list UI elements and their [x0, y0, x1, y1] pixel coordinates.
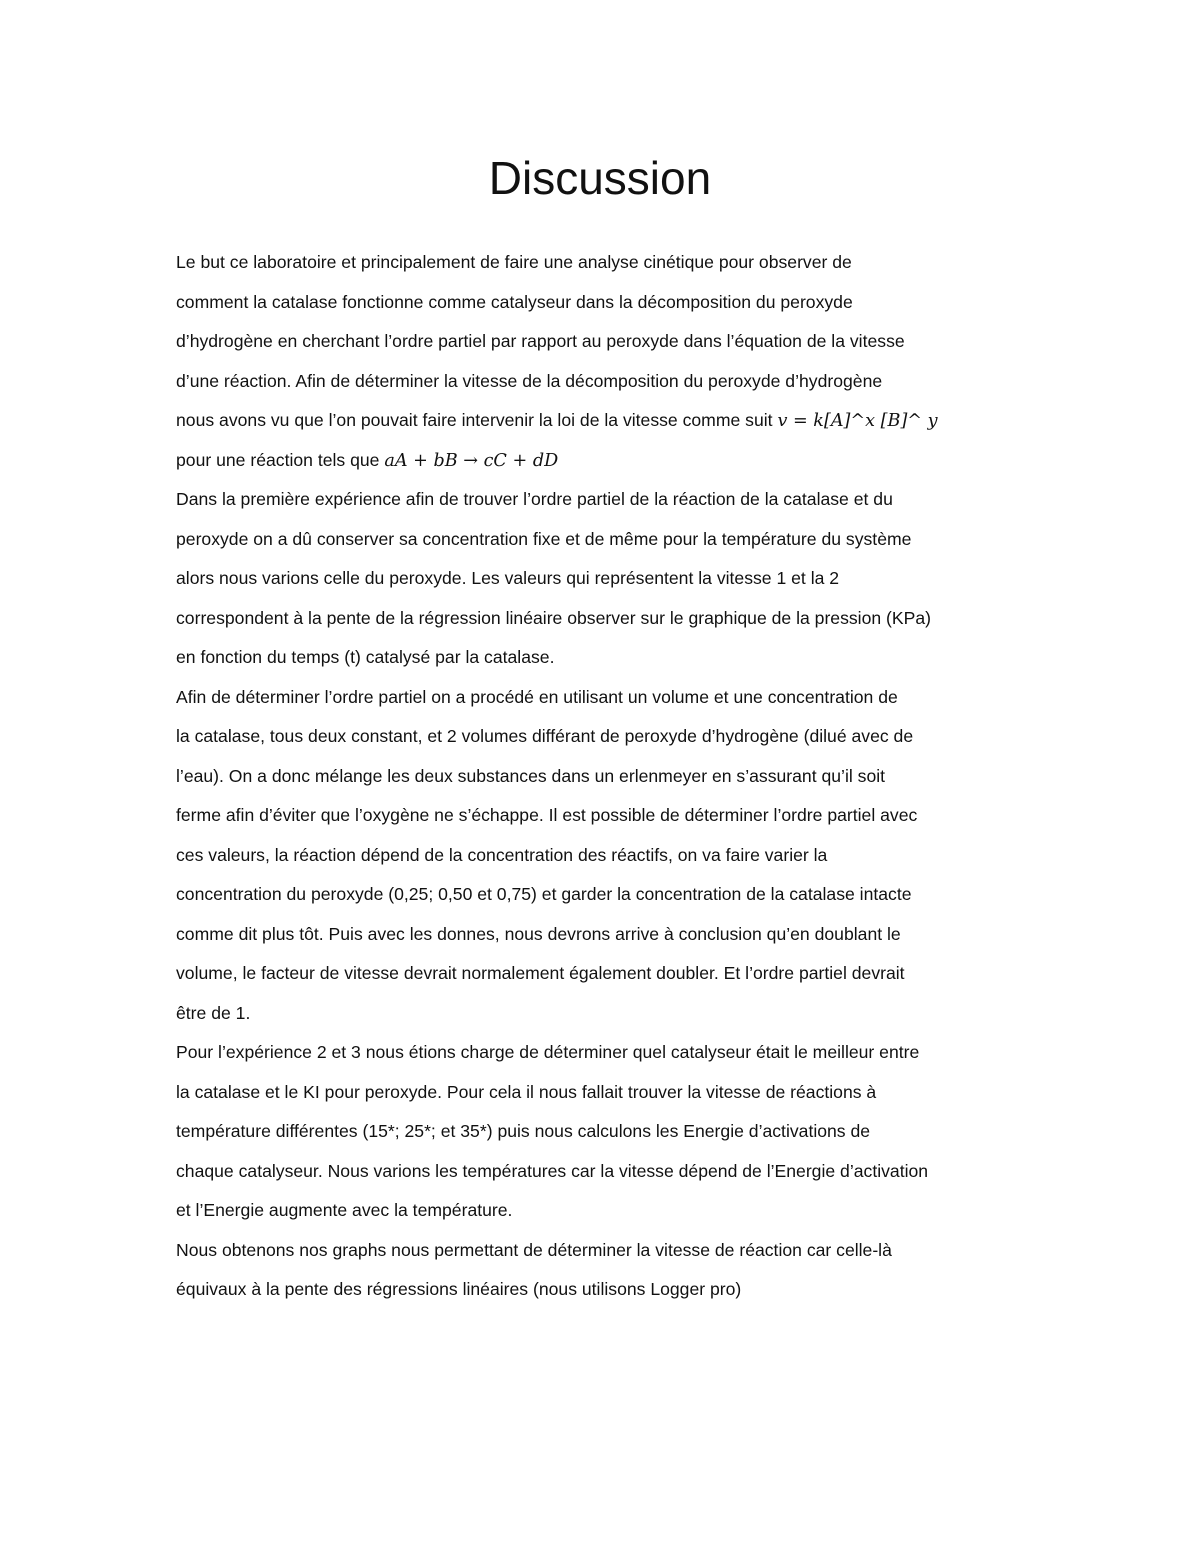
text-line: d’hydrogène en cherchant l’ordre partiel par rapport au peroxyde dans l’équation de la vitesse — [176, 331, 905, 351]
text-line: la catalase, tous deux constant, et 2 volumes différant de peroxyde d’hydrogène (dilué avec de — [176, 726, 914, 746]
text-line: peroxyde on a dû conserver sa concentration fixe et de même pour la température du système — [176, 528, 912, 549]
text-line: alors nous varions celle du peroxyde. Les valeurs qui représentent la vitesse 1 et la 2 — [176, 568, 840, 588]
text-line: volume, le facteur de vitesse devrait normalement également doubler. Et l’ordre partiel devrait — [176, 963, 905, 983]
text-line: équivaux à la pente des régressions linéaires (nous utilisons Logger pro) — [176, 1279, 742, 1299]
discussion-body — [176, 243, 1036, 1310]
text-line: Pour l’expérience 2 et 3 nous étions charge de déterminer quel catalyseur était le meilleur entre — [176, 1042, 920, 1062]
text-line: ferme afin d’éviter que l’oxygène ne s’échappe. Il est possible de déterminer l’ordre partiel avec — [176, 805, 918, 825]
text-line: comme dit plus tôt. Puis avec les donnes, nous devrons arrive à conclusion qu’en doublant le — [176, 923, 901, 944]
text-segment: nous avons vu que l’on pouvait faire intervenir la loi de la vitesse comme suit — [176, 410, 778, 430]
text-line: Le but ce laboratoire et principalement de faire une analyse cinétique pour observer de — [176, 252, 852, 272]
text-line: être de 1. — [176, 1002, 251, 1023]
reaction-equation: 𝑎𝐴 + 𝑏𝐵 → 𝑐𝐶 + 𝑑𝐷 — [384, 450, 559, 471]
text-line: en fonction du temps (t) catalysé par la catalase. — [176, 647, 555, 667]
page-title: Discussion — [488, 152, 712, 204]
rate-law-equation: 𝑣 = 𝑘[𝐴]^𝑥 [𝐵]^ 𝑦 — [777, 411, 938, 431]
text-line: chaque catalyseur. Nous varions les températures car la vitesse dépend de l’Energie d’activation — [176, 1160, 929, 1181]
text-line: Dans la première expérience afin de trouver l’ordre partiel de la réaction de la catalase et du — [176, 489, 893, 509]
text-line: Nous obtenons nos graphs nous permettant de déterminer la vitesse de réaction car celle-là — [176, 1239, 892, 1260]
text-line: température différentes (15*; 25*; et 35*) puis nous calculons les Energie d’activations de — [176, 1121, 871, 1141]
text-line: et l’Energie augmente avec la température. — [176, 1200, 513, 1220]
text-line-with-reaction — [176, 441, 1036, 481]
text-line: l’eau). On a donc mélange les deux substances dans un erlenmeyer en s’assurant qu’il soit — [176, 765, 886, 786]
text-line: concentration du peroxyde (0,25; 0,50 et 0,75) et garder la concentration de la catalase intacte — [176, 884, 912, 904]
text-line: comment la catalase fonctionne comme catalyseur dans la décomposition du peroxyde — [176, 291, 853, 312]
text-line: d’une réaction. Afin de déterminer la vitesse de la décomposition du peroxyde d’hydrogène — [176, 370, 883, 391]
text-segment: pour une réaction tels que — [176, 449, 385, 470]
text-line-with-rate-law — [176, 401, 1036, 441]
text-line: la catalase et le KI pour peroxyde. Pour cela il nous fallait trouver la vitesse de réactions à — [176, 1081, 877, 1102]
text-line: Afin de déterminer l’ordre partiel on a procédé en utilisant un volume et une concentration de — [176, 686, 898, 707]
text-line: ces valeurs, la réaction dépend de la concentration des réactifs, on va faire varier la — [176, 844, 828, 865]
text-line: correspondent à la pente de la régression linéaire observer sur le graphique de la pression (KPa) — [176, 607, 932, 628]
